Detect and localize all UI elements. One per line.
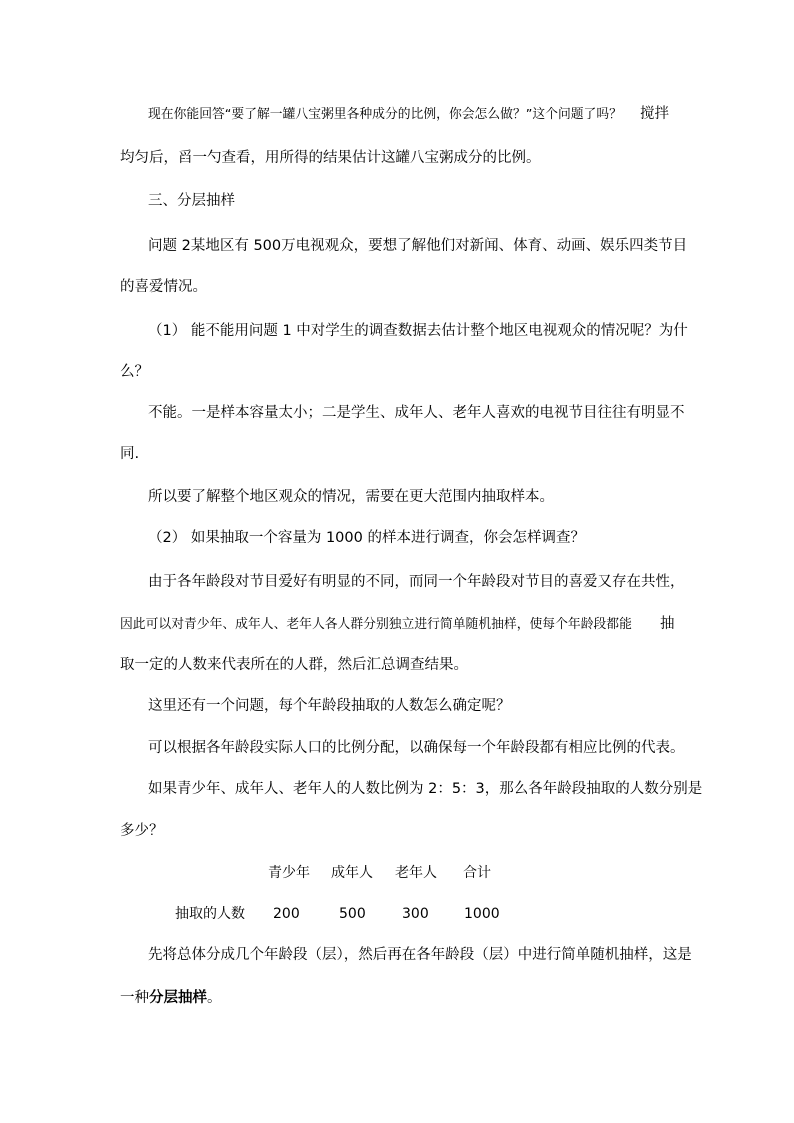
paragraph-text: 取一定的人数来代表所在的人群，然后汇总调查结果。: [120, 657, 468, 673]
paragraph-text: 搅拌: [640, 106, 669, 122]
paragraph-text: 抽: [660, 616, 675, 632]
table-header-cell: 成年人: [331, 865, 373, 881]
problem-text: 问题 2某地区有 500万电视观众，要想了解他们对新闻、体育、动画、娱乐四类节目: [148, 238, 688, 254]
sub-question: （2） 如果抽取一个容量为 1000 的样本进行调查，你会怎样调查？: [148, 530, 585, 546]
paragraph-text: 。: [207, 990, 222, 1006]
key-term: 分层抽样: [149, 990, 207, 1006]
table-cell: 1000: [464, 906, 500, 922]
answer-text: 不能。一是样本容量太小；二是学生、成年人、老年人喜欢的电视节目往往有明显不: [148, 405, 685, 421]
paragraph-text: 一种: [120, 990, 149, 1006]
paragraph-line: [148, 104, 622, 125]
paragraph-text: 可以根据各年龄段实际人口的比例分配，以确保每一个年龄段都有相应比例的代表。: [148, 740, 685, 756]
problem-text: 的喜爱情况。: [120, 279, 207, 295]
sub-question: 么？: [120, 364, 149, 380]
paragraph-text: 因此可以对青少年、成年人、老年人各人群分别独立进行简单随机抽样，使每个年龄段都能: [120, 617, 632, 632]
paragraph-text: 由于各年龄段对节目爱好有明显的不同，而同一个年龄段对节目的喜爱又存在共性，: [148, 574, 685, 590]
answer-text: 同.: [120, 446, 140, 462]
sub-question: （1） 能不能用问题 1 中对学生的调查数据去估计整个地区电视观众的情况呢？为什: [148, 323, 688, 339]
table-header-cell: 青少年: [268, 865, 310, 881]
table-header-cell: 合计: [463, 865, 491, 881]
paragraph-line: [120, 614, 632, 635]
paragraph-line: [120, 988, 222, 1008]
table-cell: 500: [339, 906, 366, 922]
paragraph-text: 均匀后，舀一勺查看，用所得的结果估计这罐八宝粥成分的比例。: [120, 150, 541, 166]
table-cell: 200: [273, 906, 300, 922]
paragraph-text: 现在你能回答“要了解一罐八宝粥里各种成分的比例，你会怎么做？”这个问题了吗？: [148, 107, 622, 122]
table-row-label: 抽取的人数: [175, 906, 245, 922]
paragraph-text: 如果青少年、成年人、老年人的人数比例为 2：5：3，那么各年龄段抽取的人数分别是: [148, 781, 703, 797]
paragraph-text: 先将总体分成几个年龄段（层），然后再在各年龄段（层）中进行简单随机抽样，这是: [148, 947, 692, 963]
paragraph-text: 多少？: [120, 823, 164, 839]
paragraph-text: 所以要了解整个地区观众的情况，需要在更大范围内抽取样本。: [148, 489, 554, 505]
table-cell: 300: [402, 906, 429, 922]
section-heading: 三、分层抽样: [148, 193, 235, 209]
paragraph-text: 这里还有一个问题，每个年龄段抽取的人数怎么确定呢？: [148, 698, 511, 714]
table-header-cell: 老年人: [395, 865, 437, 881]
